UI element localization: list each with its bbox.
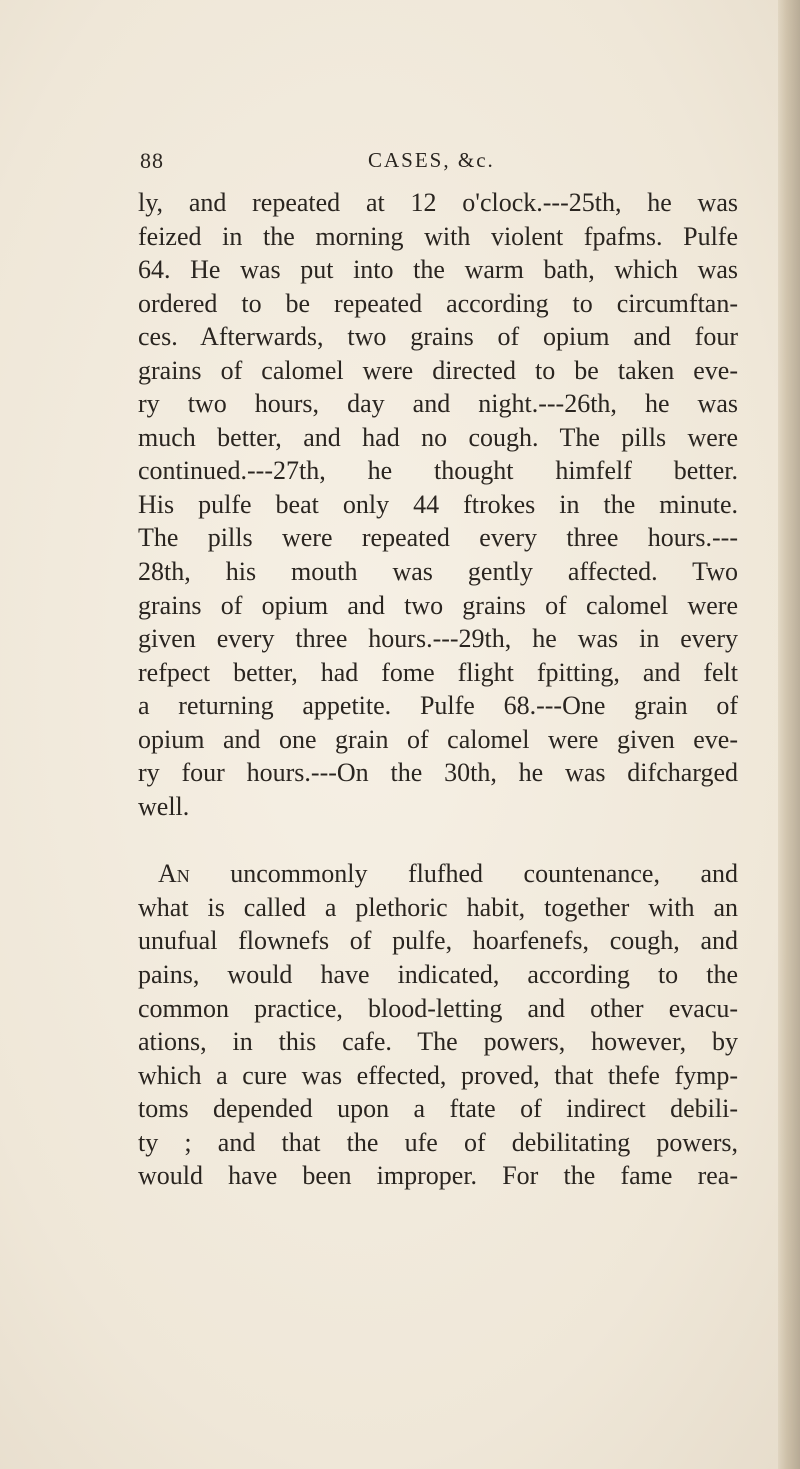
first-line-rest: uncommonly flufhed countenance, and xyxy=(189,859,738,889)
text-line: feized in the morning with violent fpafms. Pulfe xyxy=(138,221,738,251)
text-line: ty ; and that the ufe of debilitating powers, xyxy=(138,1127,738,1157)
text-line: The pills were repeated every three hours.--- xyxy=(138,523,738,553)
text-line: unufual flownefs of pulfe, hoarfenefs, cough, and xyxy=(138,926,738,956)
text-line: toms depended upon a ftate of indirect debili- xyxy=(138,1094,738,1124)
text-line: His pulfe beat only 44 ftrokes in the minute. xyxy=(138,489,738,519)
text-line: pains, would have indicated, according to the xyxy=(138,960,738,990)
page-edge-shadow xyxy=(778,0,800,1469)
running-head: CASES, &c. xyxy=(368,148,495,172)
text-line: grains of opium and two grains of calomel were xyxy=(138,590,738,620)
text-line: ordered to be repeated according to circumftan- xyxy=(138,288,738,318)
paragraph-gap xyxy=(138,823,738,857)
text-line: given every three hours.---29th, he was in every xyxy=(138,624,738,654)
text-line: 64. He was put into the warm bath, which was xyxy=(138,255,738,285)
text-line: ces. Afterwards, two grains of opium and four xyxy=(138,322,738,352)
text-line: much better, and had no cough. The pills were xyxy=(138,422,738,452)
text-line: would have been improper. For the fame rea- xyxy=(138,1161,738,1191)
text-line: a returning appetite. Pulfe 68.---One grain of xyxy=(138,691,738,721)
paragraph-opening-word: An xyxy=(158,859,190,889)
page-number: 88 xyxy=(140,148,164,173)
text-line: ry two hours, day and night.---26th, he was xyxy=(138,389,738,419)
text-line: which a cure was effected, proved, that thefe fymp- xyxy=(138,1060,738,1090)
text-line: refpect better, had fome flight fpitting, and felt xyxy=(138,657,738,687)
text-line: continued.---27th, he thought himfelf better. xyxy=(138,456,738,486)
page-header xyxy=(140,148,700,188)
text-line: grains of calomel were directed to be taken eve- xyxy=(138,355,738,385)
paragraph-2 xyxy=(138,857,738,1192)
text-line: 28th, his mouth was gently affected. Two xyxy=(138,557,738,587)
text-line: ations, in this cafe. The powers, however, by xyxy=(138,1027,738,1057)
text-line-first xyxy=(138,857,738,891)
text-line: what is called a plethoric habit, together with an xyxy=(138,892,738,922)
text-line: well. xyxy=(138,791,190,821)
body-text xyxy=(138,186,738,1193)
text-line: common practice, blood-letting and other evacu- xyxy=(138,993,738,1023)
text-line: opium and one grain of calomel were given eve- xyxy=(138,724,738,754)
text-line: ly, and repeated at 12 o'clock.---25th, he was xyxy=(138,188,738,217)
paragraph-1 xyxy=(138,186,738,823)
text-line: ry four hours.---On the 30th, he was difcharged xyxy=(138,758,738,788)
